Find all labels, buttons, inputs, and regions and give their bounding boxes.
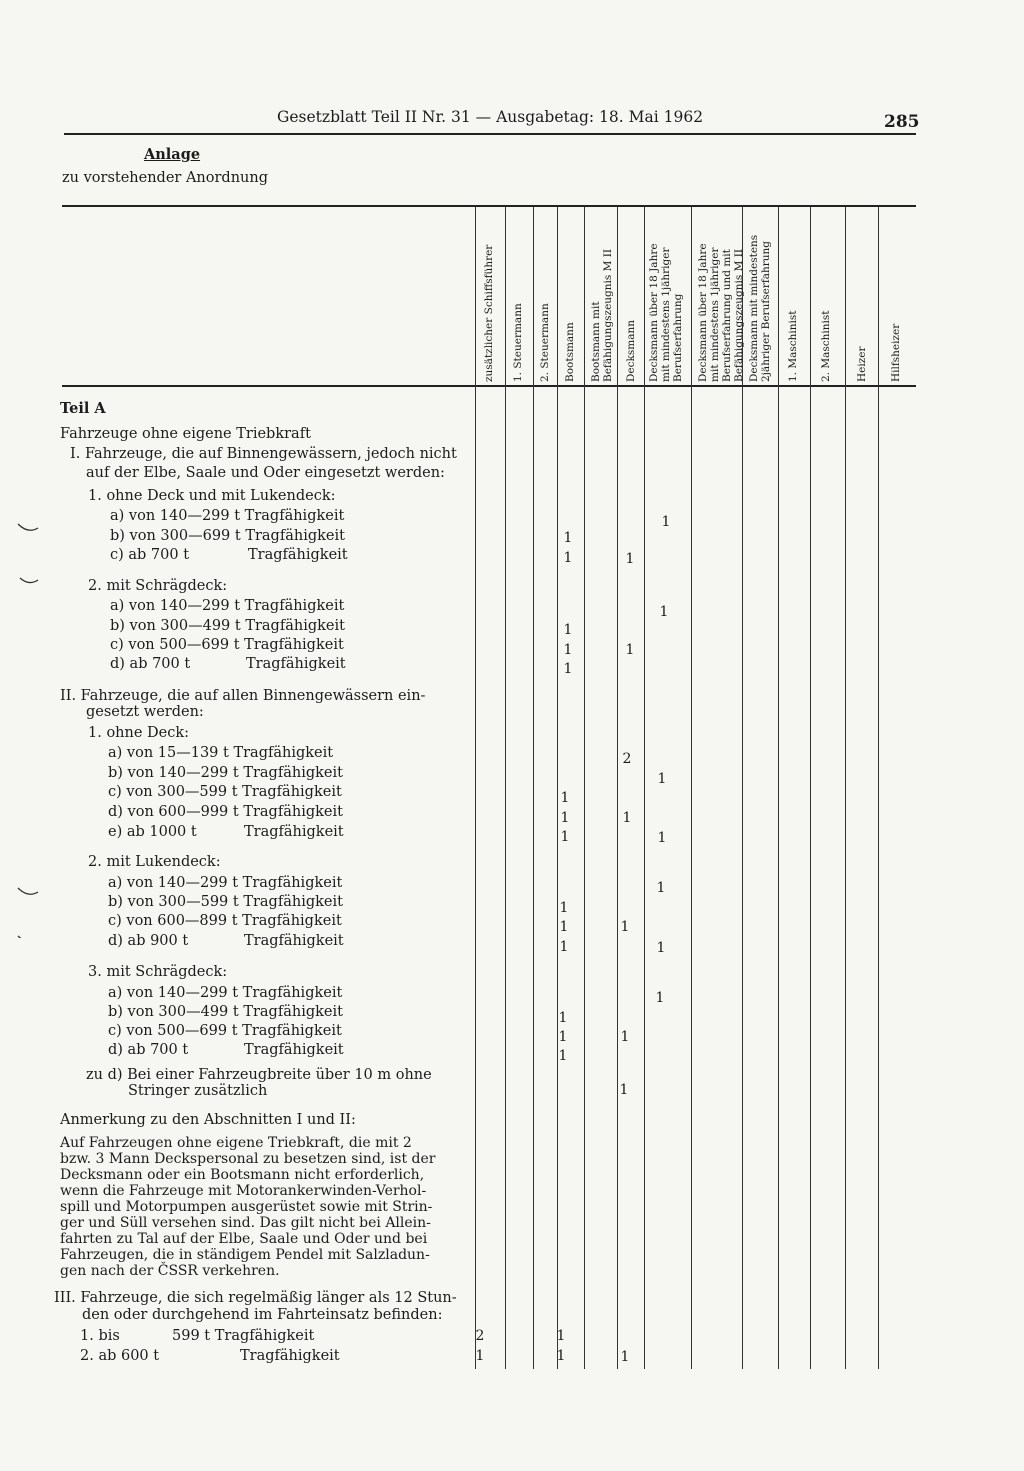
row-text: 1. ohne Deck: xyxy=(88,725,190,741)
cell-value: 1 xyxy=(556,1348,566,1364)
note-heading: Anmerkung zu den Abschnitten I und II: xyxy=(60,1112,356,1128)
cell-value: 1 xyxy=(560,829,570,845)
column-rule xyxy=(878,207,879,1369)
cell-value: 1 xyxy=(661,514,671,530)
row-text: 2. ab 600 t xyxy=(80,1348,160,1364)
row-text: d) ab 900 t xyxy=(108,933,189,949)
cell-value: 1 xyxy=(563,550,573,566)
cell-value: 1 xyxy=(558,1010,568,1026)
cell-value: 1 xyxy=(563,661,573,677)
column-rule xyxy=(845,207,846,1369)
note-text: ger und Süll versehen sind. Das gilt nicht bei Allein- xyxy=(60,1215,431,1231)
row-text: c) von 500—699 t Tragfähigkeit xyxy=(108,1023,342,1039)
cell-value: 1 xyxy=(656,940,666,956)
header-rule xyxy=(64,133,916,135)
row-text: auf der Elbe, Saale und Oder eingesetzt werden: xyxy=(86,465,445,481)
row-text: Tragfähigkeit xyxy=(244,933,344,949)
row-text: a) von 140—299 t Tragfähigkeit xyxy=(110,508,345,524)
row-text: 1. ohne Deck und mit Lukendeck: xyxy=(88,488,336,504)
row-text: Tragfähigkeit xyxy=(244,824,344,840)
row-text: c) ab 700 t xyxy=(110,547,190,563)
column-header: Bootsmann mit Befähigungszeugnis M II xyxy=(590,248,614,382)
cell-value: 1 xyxy=(559,900,569,916)
cell-value: 1 xyxy=(625,551,635,567)
column-rule xyxy=(475,207,476,1369)
cell-value: 2 xyxy=(622,751,632,767)
column-header: Decksmann über 18 Jahre mit mindestens 1jähriger Berufserfahrung xyxy=(648,243,684,382)
margin-scan-marks xyxy=(14,518,42,938)
column-header: 1. Maschinist xyxy=(787,310,799,382)
cell-value: 1 xyxy=(622,810,632,826)
row-text: III. Fahrzeuge, die sich regelmäßig länger als 12 Stun- xyxy=(54,1290,457,1306)
running-title: Gesetzblatt Teil II Nr. 31 — Ausgabetag: 18. Mai 1962 xyxy=(277,108,704,126)
column-rule xyxy=(617,207,618,1369)
row-text: e) ab 1000 t xyxy=(108,824,197,840)
row-text: Tragfähigkeit xyxy=(244,1042,344,1058)
cell-value: 1 xyxy=(657,830,667,846)
row-text: a) von 140—299 t Tragfähigkeit xyxy=(108,875,343,891)
note-text: gen nach der ČSSR verkehren. xyxy=(60,1263,280,1279)
column-rule xyxy=(810,207,811,1369)
column-header: Decksmann xyxy=(625,319,637,382)
column-rule xyxy=(778,207,779,1369)
cell-value: 1 xyxy=(659,604,669,620)
column-header: Hilfsheizer xyxy=(890,323,902,382)
section-subheading: Fahrzeuge ohne eigene Triebkraft xyxy=(60,426,311,442)
note-text: bzw. 3 Mann Deckspersonal zu besetzen sind, ist der xyxy=(60,1151,436,1167)
row-text: I. Fahrzeuge, die auf Binnengewässern, jedoch nicht xyxy=(70,446,457,462)
note-text: Decksmann oder ein Bootsmann nicht erforderlich, xyxy=(60,1167,425,1183)
row-text: b) von 140—299 t Tragfähigkeit xyxy=(108,765,343,781)
cell-value: 1 xyxy=(558,1048,568,1064)
row-text: b) von 300—499 t Tragfähigkeit xyxy=(110,618,345,634)
cell-value: 1 xyxy=(656,880,666,896)
column-header: 2. Maschinist xyxy=(820,310,832,382)
column-header: Decksmann über 18 Jahre mit mindestens 1jähriger Berufserfahrung und mit Befähigungszeugnis M II xyxy=(697,243,745,382)
row-text: c) von 500—699 t Tragfähigkeit xyxy=(110,637,344,653)
row-text: a) von 15—139 t Tragfähigkeit xyxy=(108,745,334,761)
row-text: gesetzt werden: xyxy=(86,704,204,720)
note-text: wenn die Fahrzeuge mit Motorankerwinden-Verhol- xyxy=(60,1183,427,1199)
anlage-subtitle: zu vorstehender Anordnung xyxy=(62,170,269,186)
section-heading: Teil A xyxy=(60,400,106,417)
cell-value: 1 xyxy=(657,771,667,787)
row-text: a) von 140—299 t Tragfähigkeit xyxy=(108,985,343,1001)
row-text: 2. mit Schrägdeck: xyxy=(88,578,228,594)
cell-value: 1 xyxy=(563,642,573,658)
column-rule xyxy=(644,207,645,1369)
row-text: d) ab 700 t xyxy=(108,1042,189,1058)
column-rule xyxy=(557,207,558,1369)
row-text: c) von 600—899 t Tragfähigkeit xyxy=(108,913,342,929)
cell-value: 1 xyxy=(560,790,570,806)
column-header: 1. Steuermann xyxy=(512,303,524,382)
row-text: a) von 140—299 t Tragfähigkeit xyxy=(110,598,345,614)
cell-value: 1 xyxy=(563,530,573,546)
page-number: 285 xyxy=(884,112,920,132)
table-head-rule xyxy=(62,385,916,387)
column-header: zusätzlicher Schiffsführer xyxy=(483,244,495,382)
note-text: spill und Motorpumpen ausgerüstet sowie mit Strin- xyxy=(60,1199,433,1215)
column-rule xyxy=(533,207,534,1369)
column-header: 2. Steuermann xyxy=(539,303,551,382)
row-text: b) von 300—699 t Tragfähigkeit xyxy=(110,528,345,544)
note-text: Fahrzeugen, die in ständigem Pendel mit Salzladun- xyxy=(60,1247,430,1263)
cell-value: 1 xyxy=(620,1029,630,1045)
row-text: c) von 300—599 t Tragfähigkeit xyxy=(108,784,342,800)
cell-value: 1 xyxy=(563,622,573,638)
column-header: Bootsmann xyxy=(564,322,576,382)
cell-value: 1 xyxy=(559,919,569,935)
row-text: II. Fahrzeuge, die auf allen Binnengewässern ein- xyxy=(60,688,426,704)
row-text: 1. bis xyxy=(80,1328,120,1344)
note-text: Auf Fahrzeugen ohne eigene Triebkraft, die mit 2 xyxy=(60,1135,412,1151)
note-text: fahrten zu Tal auf der Elbe, Saale und Oder und bei xyxy=(60,1231,428,1247)
cell-value: 1 xyxy=(620,1349,630,1365)
row-text: Tragfähigkeit xyxy=(246,656,346,672)
cell-value: 2 xyxy=(475,1328,485,1344)
row-text: zu d) Bei einer Fahrzeugbreite über 10 m ohne xyxy=(86,1067,432,1083)
row-text: b) von 300—599 t Tragfähigkeit xyxy=(108,894,343,910)
cell-value: 1 xyxy=(619,1082,629,1098)
row-text: Tragfähigkeit xyxy=(240,1348,340,1364)
row-text: 3. mit Schrägdeck: xyxy=(88,964,228,980)
row-text: b) von 300—499 t Tragfähigkeit xyxy=(108,1004,343,1020)
cell-value: 1 xyxy=(655,990,665,1006)
cell-value: 1 xyxy=(620,919,630,935)
row-text: den oder durchgehend im Fahrteinsatz befinden: xyxy=(82,1307,443,1323)
table-top-rule xyxy=(62,205,916,207)
row-text: 2. mit Lukendeck: xyxy=(88,854,221,870)
row-text: 599 t Tragfähigkeit xyxy=(172,1328,315,1344)
row-text: d) ab 700 t xyxy=(110,656,191,672)
cell-value: 1 xyxy=(625,642,635,658)
row-text: Tragfähigkeit xyxy=(248,547,348,563)
column-header: Heizer xyxy=(856,346,868,382)
cell-value: 1 xyxy=(558,1029,568,1045)
row-text: d) von 600—999 t Tragfähigkeit xyxy=(108,804,343,820)
cell-value: 1 xyxy=(559,939,569,955)
cell-value: 1 xyxy=(560,810,570,826)
cell-value: 1 xyxy=(475,1348,485,1364)
anlage-title: Anlage xyxy=(144,146,201,163)
row-text: Stringer zusätzlich xyxy=(128,1083,268,1099)
column-header: Decksmann mit mindestens 2jähriger Berufserfahrung xyxy=(748,234,772,382)
column-rule xyxy=(691,207,692,1369)
column-rule xyxy=(505,207,506,1369)
column-rule xyxy=(584,207,585,1369)
cell-value: 1 xyxy=(556,1328,566,1344)
